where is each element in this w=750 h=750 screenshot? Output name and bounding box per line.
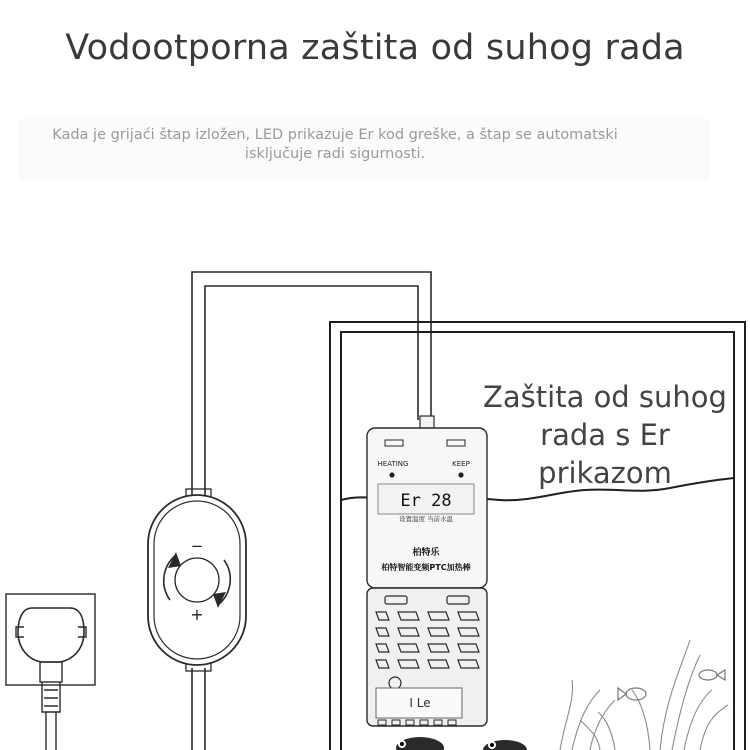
heating-led-icon bbox=[389, 472, 394, 477]
page-subtitle: Kada je grijaći štap izložen, LED prikazuje Er kod greške, a štap se automatski isključuje radi sigurnosti. bbox=[52, 127, 618, 162]
seaweed-icon bbox=[560, 640, 728, 750]
wall-socket-icon bbox=[6, 594, 95, 685]
dry-run-callout: Zaštita od suhog rada s Er prikazom bbox=[483, 380, 727, 490]
controller-dial bbox=[148, 489, 246, 671]
minus-symbol: − bbox=[190, 537, 204, 555]
page-title: Vodootporna zaštita od suhog rada bbox=[65, 28, 685, 68]
model-label: 柏特智能变频PTC加热棒 bbox=[381, 563, 471, 572]
fish-icon bbox=[396, 737, 527, 750]
led-display: Er 28 bbox=[400, 491, 452, 511]
fish-icon bbox=[618, 670, 725, 700]
plus-symbol: + bbox=[190, 605, 204, 624]
brand-logo: 柏特乐 bbox=[412, 548, 440, 558]
bottom-label: I Le bbox=[409, 696, 431, 710]
keep-label: KEEP bbox=[452, 460, 470, 468]
display-caption: 设置温度 当前水温 bbox=[398, 515, 454, 523]
heating-label: HEATING bbox=[377, 460, 409, 468]
keep-led-icon bbox=[458, 472, 463, 477]
